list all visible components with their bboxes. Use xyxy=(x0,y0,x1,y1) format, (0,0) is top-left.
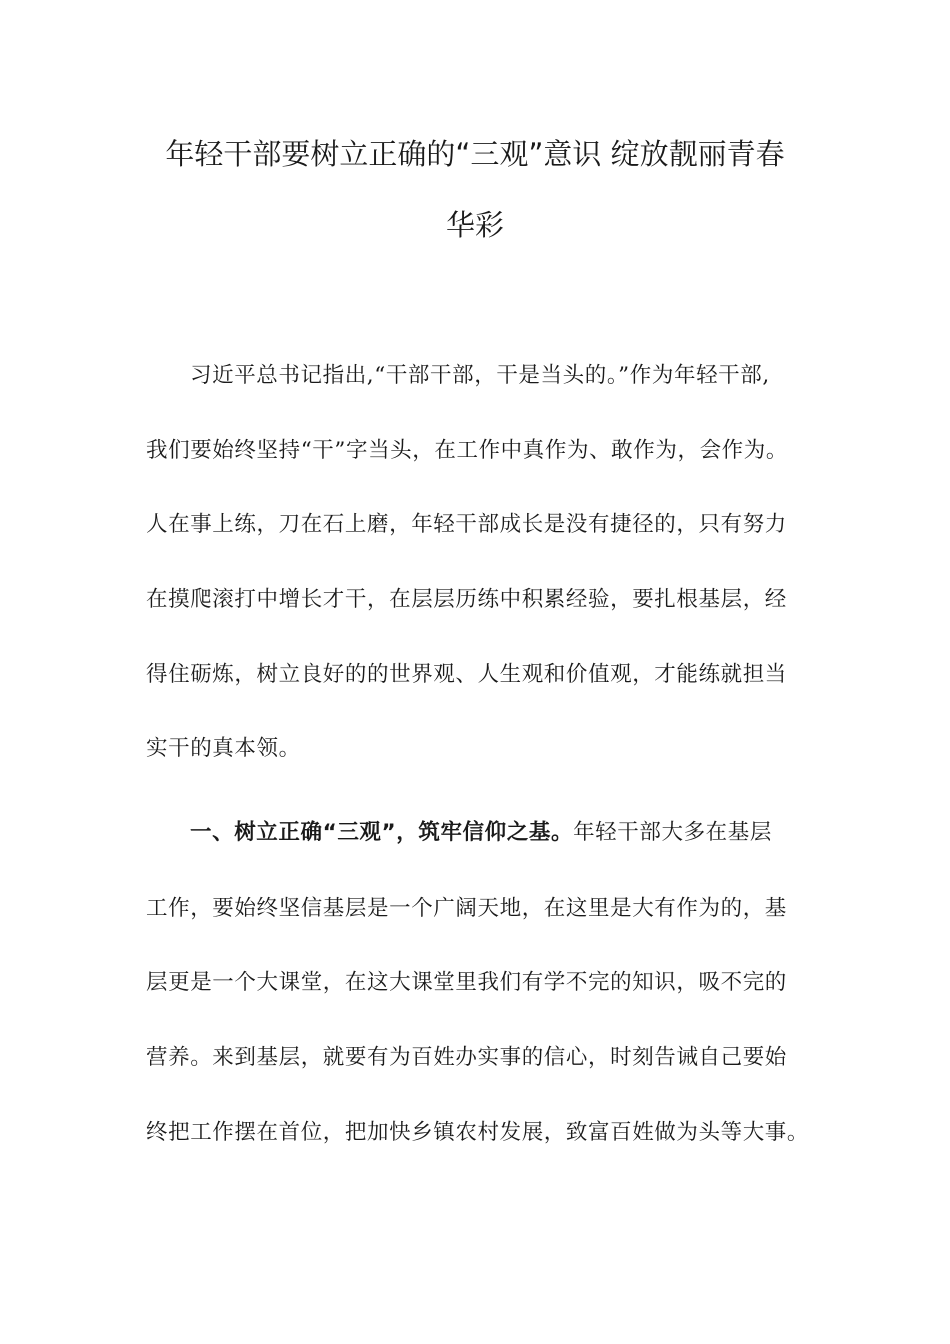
paragraph-2-line-4: 营养。来到基层，就要有为百姓办实事的信心，时刻告诫自己要始 xyxy=(146,1045,787,1070)
paragraph-1-line-3: 人在事上练，刀在石上磨，年轻干部成长是没有捷径的，只有努力 xyxy=(146,512,787,537)
document-title-line-2: 华彩 xyxy=(445,208,504,242)
paragraph-2-line-5: 终把工作摆在首位，把加快乡镇农村发展，致富百姓做为头等大事。 xyxy=(146,1120,810,1145)
paragraph-1-line-6: 实干的真本领。 xyxy=(146,736,301,761)
paragraph-1-line-2: 我们要始终坚持“干”字当头，在工作中真作为、敢作为，会作为。 xyxy=(146,438,788,463)
paragraph-2-line-3: 层更是一个大课堂，在这大课堂里我们有学不完的知识，吸不完的 xyxy=(146,970,787,995)
paragraph-2-line-1-rest: 年轻干部大多在基层 xyxy=(573,820,772,845)
paragraph-1-line-4: 在摸爬滚打中增长才干，在层层历练中积累经验，要扎根基层，经 xyxy=(146,587,787,612)
paragraph-2-line-1 xyxy=(190,818,870,848)
paragraph-2-line-2: 工作，要始终坚信基层是一个广阔天地，在这里是大有作为的，基 xyxy=(146,896,787,921)
section-heading-lead: 一、树立正确“三观”，筑牢信仰之基。 xyxy=(190,820,574,845)
paragraph-1-line-1: 习近平总书记指出,“干部干部，干是当头的。”作为年轻干部, xyxy=(190,363,770,388)
document-title-line-1: 年轻干部要树立正确的“三观”意识 绽放靓丽青春 xyxy=(165,137,785,171)
paragraph-1-line-5: 得住砺炼，树立良好的的世界观、人生观和价值观，才能练就担当 xyxy=(146,662,787,687)
